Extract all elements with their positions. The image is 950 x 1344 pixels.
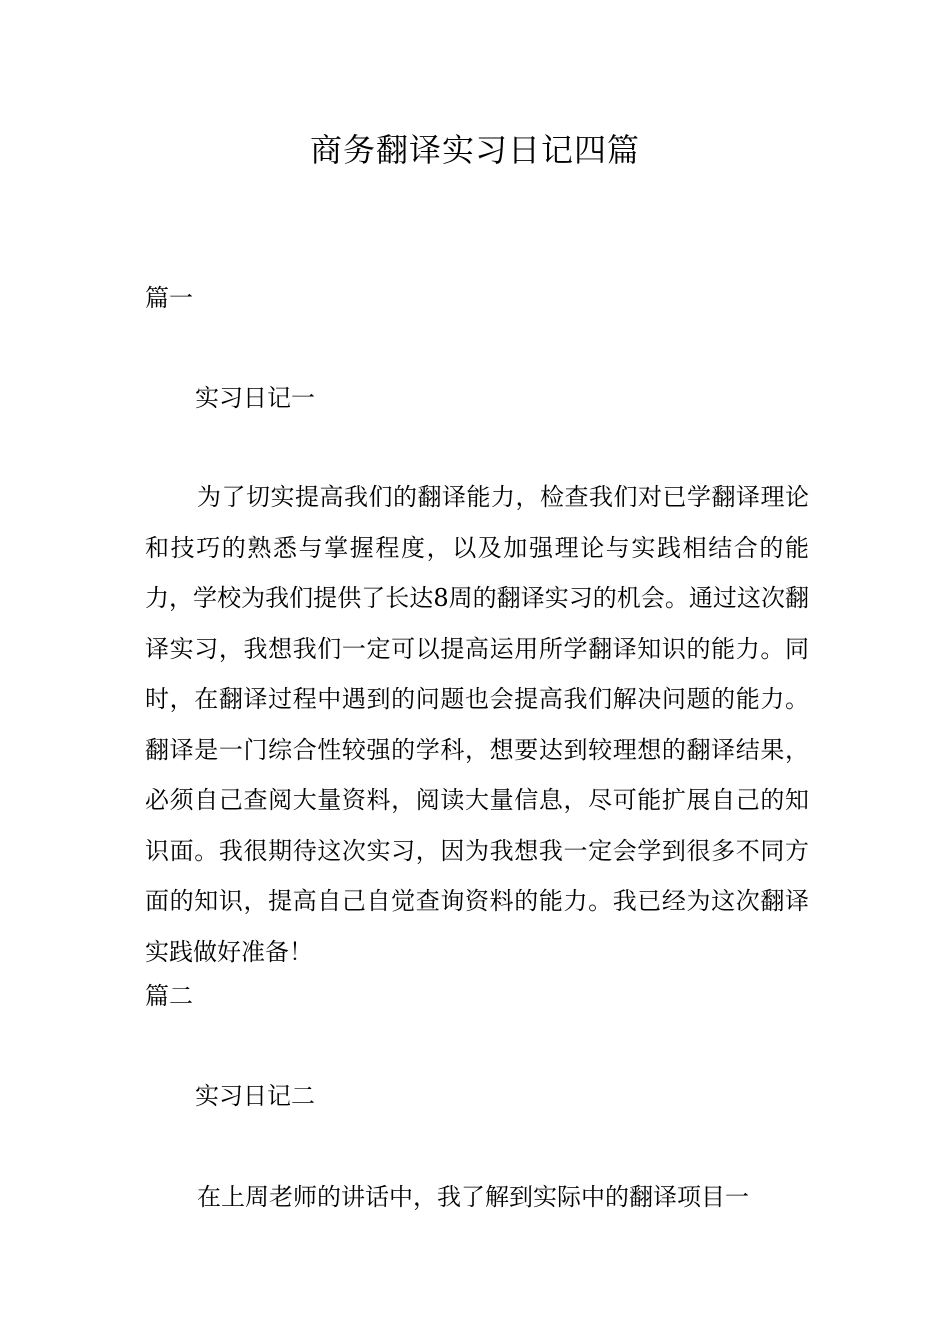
entry-heading: 实习日记一 xyxy=(195,384,315,412)
section-label: 篇二 xyxy=(145,982,193,1010)
entry-paragraph: 在上周老师的讲话中，我了解到实际中的翻译项目一 xyxy=(197,1183,749,1211)
section-label: 篇一 xyxy=(145,284,193,312)
entry-paragraph: 为了切实提高我们的翻译能力，检查我们对已学翻译理论和技巧的熟悉与掌握程度，以及加强理论与实践相结合的能力，学校为我们提供了长达8周的翻译实习的机会。通过这次翻译实习，我想我们一定可以提高运用所学翻译知识的能力。同时，在翻译过程中遇到的问题也会提高我们解决问题的能力。翻译是一门综合性较强的学科，想要达到较理想的翻译结果，必须自己查阅大量资料，阅读大量信息，尽可能扩展自己的知识面。我很期待这次实习，因为我想我一定会学到很多不同方面的知识，提高自己自觉查询资料的能力。我已经为这次翻译实践做好准备！ xyxy=(145,483,809,966)
document-title: 商务翻译实习日记四篇 xyxy=(309,131,640,169)
entry-heading: 实习日记二 xyxy=(195,1082,315,1110)
